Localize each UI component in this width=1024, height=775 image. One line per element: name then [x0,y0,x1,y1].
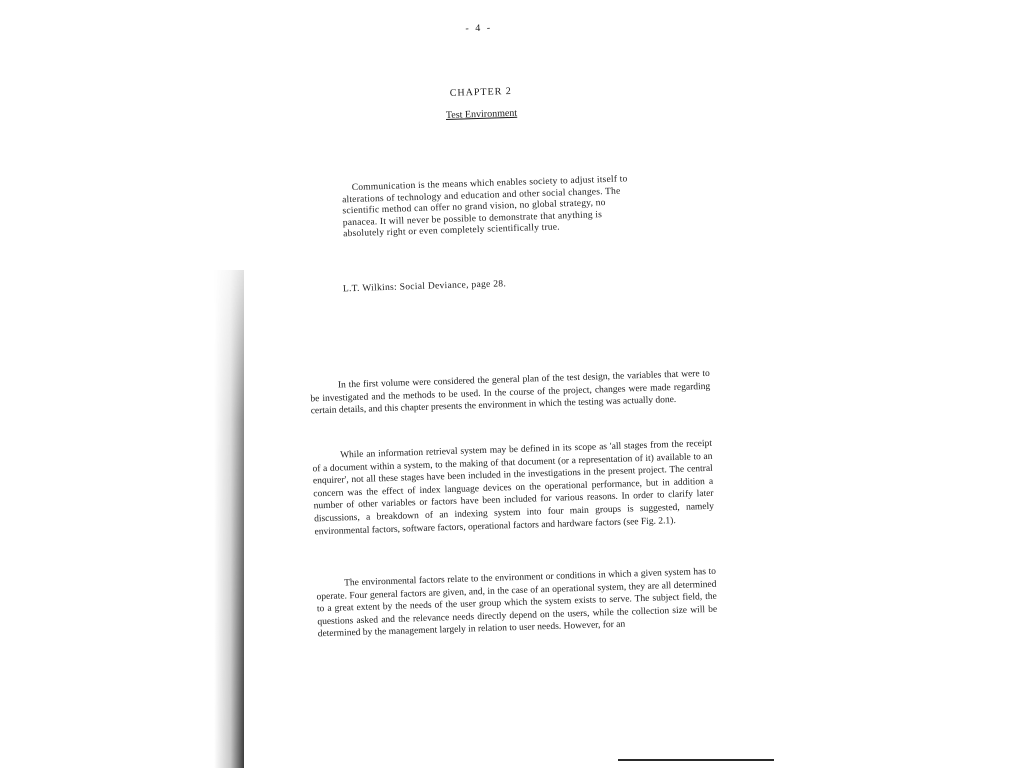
scan-shadow-edge [214,270,244,768]
epigraph-attribution: L.T. Wilkins: Social Deviance, page 28. [342,279,507,295]
epigraph-quote: Communication is the means which enables society to adjust itself to alterations of technology and education and other social changes. The scientific method can offer no grand vision, no global strategy, no panacea. It will never be possible to demonstrate that anything is absolutely right or even completely scientifically true. [341,174,628,240]
chapter-title: Test Environment [445,107,518,122]
body-paragraph: The environmental factors relate to the environment or conditions in which a given system has to operate. Four general factors are given, and, in the case of an operational system, they are all determined to a great extent by the needs of the user group which the system exists to serve. The subject field, the questions asked and the relevance needs directly depend on the users, while the collection size will be determined by the management largely in relation to user needs. However, for an [316,566,718,640]
body-paragraph: While an information retrieval system may be defined in its scope as 'all stages from the receipt of a document within a system, to the making of that document (or a representation of it) available to an enquirer', not all these stages have been included in the investigations in the present project. The central concern was the effect of index language devices on the operational performance, but in addition a number of other variables or factors have been included for various reasons. In order to clarify later discussions, a breakdown of an indexing system into four main groups is suggested, namely environmental factors, software factors, operational factors and hardware factors (see Fig. 2.1). [312,438,715,537]
chapter-heading: CHAPTER 2 [449,85,513,99]
document-page [288,0,742,775]
body-paragraph: In the first volume were considered the general plan of the test design, the variables that were to be investigated and the methods to be used. In the course of the project, changes were made regarding certain details, and this chapter presents the environment in which the testing was actually done. [310,368,711,417]
page-number: - 4 - [465,22,493,35]
